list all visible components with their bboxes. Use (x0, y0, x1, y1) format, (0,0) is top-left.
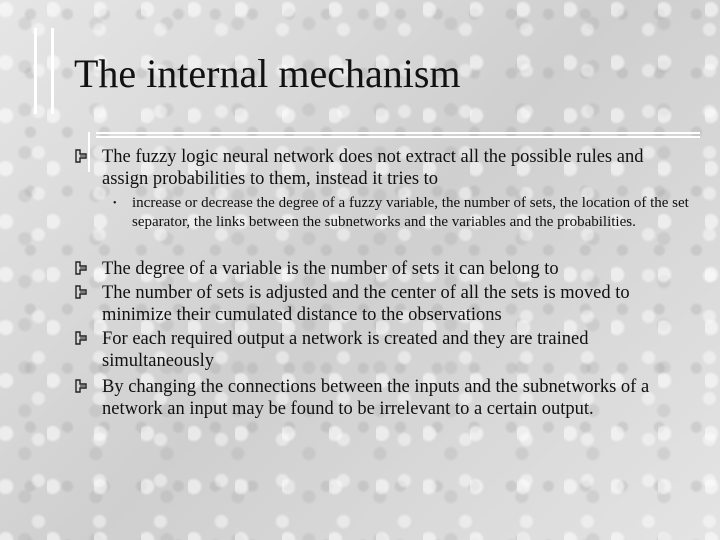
bullet-text: The fuzzy logic neural network does not extract all the possible rules and assign probabilities to them, instead it tries to (102, 147, 644, 189)
pointing-hand-icon (74, 148, 88, 164)
decorative-frame-left (34, 28, 54, 114)
decorative-frame-corner (88, 132, 98, 172)
bullet-item (102, 328, 692, 372)
bullet-item (102, 258, 692, 280)
slide-title: The internal mechanism (74, 51, 461, 96)
pointing-hand-icon (74, 378, 88, 394)
bullet-text: For each required output a network is created and they are trained simultaneously (102, 329, 589, 371)
bullet-text: The degree of a variable is the number of sets it can belong to (102, 259, 559, 279)
sub-bullet-dot: • (113, 198, 117, 209)
pointing-hand-icon (74, 260, 88, 276)
sub-bullet-item (113, 194, 692, 232)
bullet-text: The number of sets is adjusted and the center of all the sets is moved to minimize their cumulated distance to the observations (102, 283, 630, 325)
decorative-frame-rule (96, 132, 700, 138)
bullet-item (102, 146, 692, 190)
pointing-hand-icon (74, 284, 88, 300)
bullet-item (102, 376, 692, 420)
sub-bullet-text: increase or decrease the degree of a fuzzy variable, the number of sets, the location of the set separator, the links between the subnetworks and the variables and the probabilities. (132, 195, 689, 230)
bullet-item (102, 282, 692, 326)
bullet-text: By changing the connections between the inputs and the subnetworks of a network an input may be found to be irrelevant to a certain output. (102, 377, 650, 419)
pointing-hand-icon (74, 330, 88, 346)
